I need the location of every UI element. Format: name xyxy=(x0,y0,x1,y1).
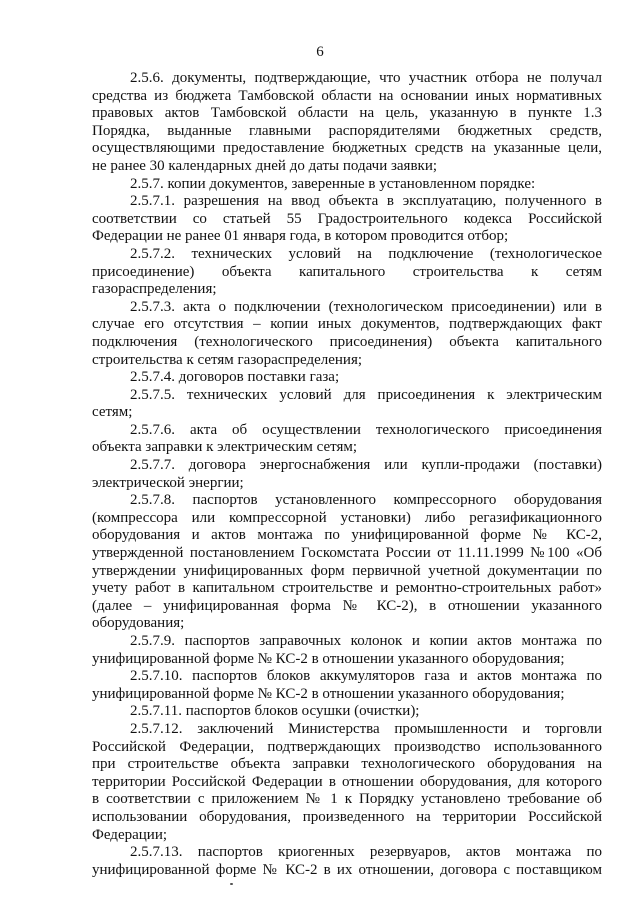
paragraph-line: 2.5.7.1. разрешения на ввод объекта в эксплуатацию, полученного в xyxy=(130,193,602,210)
paragraph-line: утвержденной постановлением Госкомстата России от 11.11.1999 №100 «Об xyxy=(92,545,602,562)
paragraph-line: 2.5.7.7. договора энергоснабжения или купли-продажи (поставки) xyxy=(130,457,602,474)
paragraph-line: Порядка, выданные главными распорядителями бюджетных средств, xyxy=(92,122,602,139)
paragraph-line: утверждении унифицированных форм первичной учетной документации по xyxy=(92,562,602,579)
paragraph-2-5-7-3 xyxy=(92,299,602,369)
paragraph-line: 2.5.7.13. паспортов криогенных резервуаров, актов монтажа по xyxy=(130,844,602,861)
paragraph-line: 2.5.7. копии документов, заверенные в установленном порядке: xyxy=(130,175,536,192)
paragraph-2-5-7 xyxy=(92,176,602,194)
paragraph-2-5-7-4 xyxy=(92,369,602,387)
paragraph-line: 2.5.7.8. паспортов установленного компрессорного оборудования xyxy=(130,492,602,509)
paragraph-line: унифицированной форме № КС-2 в отношении указанного оборудования; xyxy=(92,685,565,702)
paragraph-line: оборудования; xyxy=(92,615,185,632)
paragraph-2-5-7-9 xyxy=(92,633,602,668)
paragraph-line: при строительстве объекта заправки технологического оборудования на xyxy=(92,756,602,773)
paragraph-line: 2.5.7.2. технических условий на подключение (технологическое xyxy=(130,245,602,262)
paragraph-2-5-7-8 xyxy=(92,492,602,633)
paragraph-line: соответствии со статьей 55 Градостроительного кодекса Российской xyxy=(92,210,602,227)
page-number: 6 xyxy=(316,44,324,60)
paragraph-line: в соответствии с приложением № 1 к Порядку установлено требование об xyxy=(92,791,602,808)
paragraph-line: не ранее 30 календарных дней до даты подачи заявки; xyxy=(92,157,438,174)
paragraph-2-5-7-2 xyxy=(92,246,602,299)
paragraph-line: присоединение) объекта капитального строительства к сетям xyxy=(92,263,602,280)
paragraph-line: 2.5.7.5. технических условий для присоединения к электрическим xyxy=(130,386,602,403)
paragraph-line: территории Российской Федерации в отношении оборудования, для которого xyxy=(92,773,602,790)
paragraph-line: 2.5.7.9. паспортов заправочных колонок и копии актов монтажа по xyxy=(130,633,602,649)
paragraph-line: Федерации; xyxy=(92,826,168,843)
paragraph-2-5-7-12 xyxy=(92,721,602,844)
paragraph-line: Федерации не ранее 01 января года, в котором проводится отбор; xyxy=(92,228,509,245)
paragraph-2-5-7-1 xyxy=(92,193,602,246)
paragraph-line: 2.5.7.3. акта о подключении (технологическом присоединении) или в xyxy=(130,298,602,315)
paragraph-line: 2.5.7.12. заключений Министерства промышленности и торговли xyxy=(130,720,602,737)
scan-dot-mark xyxy=(230,883,233,885)
paragraph-line: 2.5.7.4. договоров поставки газа; xyxy=(130,369,340,386)
paragraph-2-5-7-6 xyxy=(92,422,602,457)
paragraph-line: 2.5.7.6. акта об осуществлении технологического присоединения xyxy=(130,421,602,438)
paragraph-line: оборудования и актов монтажа по унифицированной форме № КС-2, xyxy=(92,527,602,544)
paragraph-line: строительства к сетям газораспределения; xyxy=(92,351,363,368)
paragraph-line: сетям; xyxy=(92,404,133,421)
paragraph-line: унифицированной форме № КС-2 в их отношении, договора с поставщиком xyxy=(92,861,602,878)
paragraph-2-5-7-11 xyxy=(92,703,602,721)
paragraph-line: (компрессора или компрессорной установки) либо регазификационного xyxy=(92,509,602,526)
paragraph-2-5-7-13 xyxy=(92,844,602,879)
paragraph-line: правовых актов Тамбовской области на цель, указанную в пункте 1.3 xyxy=(92,105,602,122)
paragraph-line: 2.5.7.11. паспортов блоков осушки (очистки); xyxy=(130,703,420,720)
paragraph-line: 2.5.7.10. паспортов блоков аккумуляторов газа и актов монтажа по xyxy=(130,668,602,685)
paragraph-line: использовании оборудования, произведенного на территории Российской xyxy=(92,808,602,825)
paragraph-2-5-7-5 xyxy=(92,387,602,422)
paragraph-2-5-7-10 xyxy=(92,668,602,703)
paragraph-line: 2.5.6. документы, подтверждающие, что участник отбора не получал xyxy=(130,70,602,86)
document-body xyxy=(92,70,602,879)
paragraph-line: (далее – унифицированная форма № КС-2), в отношении указанного xyxy=(92,597,602,614)
paragraph-line: учету работ в капитальном строительстве и ремонтно-строительных работ» xyxy=(92,580,602,597)
paragraph-line: Российской Федерации, подтверждающих производство использованного xyxy=(92,738,602,755)
paragraph-line: подключения (технологического присоединения) объекта капитального xyxy=(92,333,602,350)
paragraph-line: газораспределения; xyxy=(92,281,217,298)
paragraph-2-5-7-7 xyxy=(92,457,602,492)
paragraph-line: осуществляющими предоставление бюджетных средств на указанные цели, xyxy=(92,140,602,157)
paragraph-line: электрической энергии; xyxy=(92,474,244,491)
paragraph-line: средства из бюджета Тамбовской области на основании иных нормативных xyxy=(92,87,602,104)
paragraph-line: объекта заправки к электрическим сетям; xyxy=(92,439,358,456)
paragraph-2-5-6 xyxy=(92,70,602,176)
paragraph-line: унифицированной форме № КС-2 в отношении указанного оборудования; xyxy=(92,650,565,667)
paragraph-line: случае его отсутствия – копии иных документов, подтверждающих факт xyxy=(92,316,602,333)
